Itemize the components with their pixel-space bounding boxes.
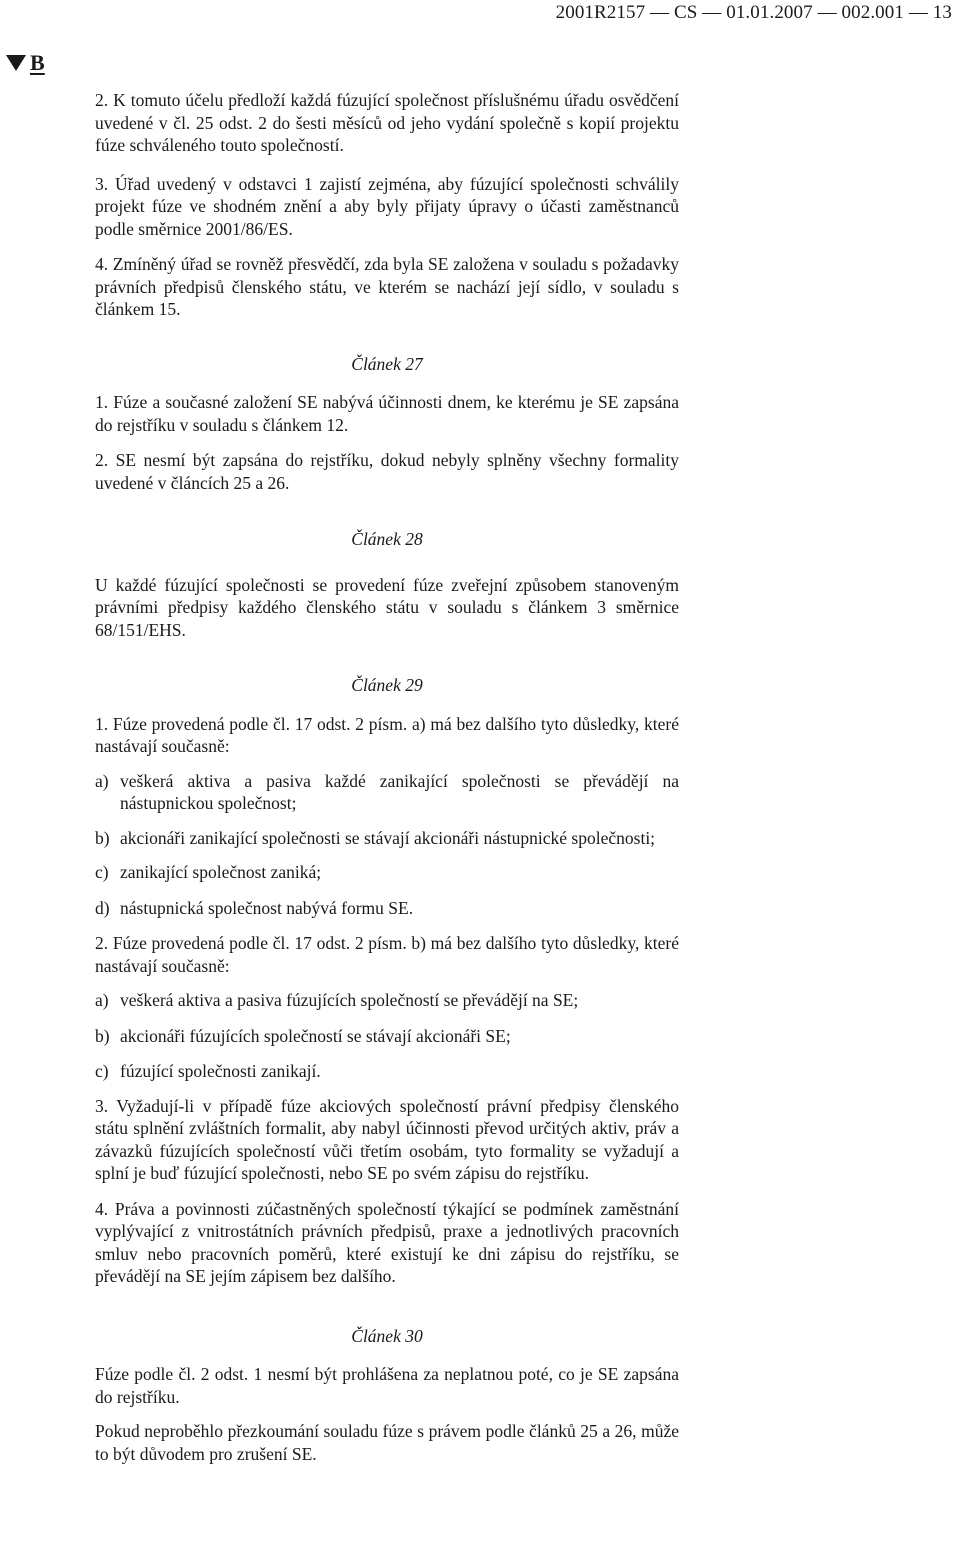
list-item-label: c) <box>95 1061 109 1081</box>
article28-paragraph-1: U každé fúzující společnosti se provedení fúze zveřejní způsobem stanoveným právními předpisy každého členského státu v souladu s článkem 3 směrnice 68/151/EHS. <box>95 574 679 640</box>
article29-paragraph-1: 1. Fúze provedená podle čl. 17 odst. 2 písm. a) má bez dalšího tyto důsledky, které nastávají současně: <box>95 713 679 756</box>
amendment-marker <box>6 50 45 76</box>
list-item-label: a) <box>95 770 109 791</box>
article26-paragraph-3: 3. Úřad uvedený v odstavci 1 zajistí zejména, aby fúzující společnosti schválily projekt fúze ve shodném znění a aby byly přijaty úpravy o účasti zaměstnanců podle směrnice 2001/86/ES. <box>95 173 679 239</box>
article27-paragraph-2: 2. SE nesmí být zapsána do rejstříku, dokud nebyly splněny všechny formality uvedené v článcích 25 a 26. <box>95 450 679 493</box>
article30-heading: Článek 30 <box>351 1325 423 1346</box>
page-header: 2001R2157 — CS — 01.01.2007 — 002.001 — 13 <box>555 2 952 23</box>
article27-paragraph-1: 1. Fúze a současné založení SE nabývá účinnosti dnem, ke kterému je SE zapsána do rejstříku v souladu s článkem 12. <box>95 392 679 435</box>
article30-paragraph-1: Fúze podle čl. 2 odst. 1 nesmí být prohlášena za neplatnou poté, co je SE zapsána do rejstříku. <box>95 1364 679 1407</box>
list-item-label: b) <box>95 1025 110 1046</box>
list-item <box>95 770 679 815</box>
article26-paragraph-4: 4. Zmíněný úřad se rovněž přesvědčí, zda byla SE založena v souladu s požadavky právních předpisů členského státu, ve kterém se nachází její sídlo, v souladu s článkem 15. <box>95 254 679 319</box>
list-item-label: d) <box>95 897 110 918</box>
article29-paragraph-3: 3. Vyžadují-li v případě fúze akciových společností právní předpisy členského státu splnění zvláštních formalit, aby nabyl účinnosti převod určitých aktiv, práv a závazků fúzujících společností vůči třetím osobám, tyto formality se vyžadují a splní je buď fúzující společnosti, nebo SE po svém zápisu do rejstříku. <box>95 1095 679 1183</box>
article29-paragraph-4: 4. Práva a povinnosti zúčastněných společností týkající se podmínek zaměstnání vyplývající z vnitrostátních právních předpisů, praxe a jednotlivých pracovních smluv nebo pracovních poměrů, které existují ke dni zápisu do rejstříku, se převádějí na SE jejím zápisem bez dalšího. <box>95 1198 679 1286</box>
article26-paragraph-2: 2. K tomuto účelu předloží každá fúzující společnost příslušnému úřadu osvědčení uvedené v čl. 25 odst. 2 do šesti měsíců od jeho vydání společně s kopií projektu fúze schváleného touto společností. <box>95 90 679 155</box>
list-item-text: veškerá aktiva a pasiva každé zanikající společnosti se převádějí na nástupnickou společnost; <box>120 770 679 813</box>
article29-paragraph-2: 2. Fúze provedená podle čl. 17 odst. 2 písm. b) má bez dalšího tyto důsledky, které nastávají současně: <box>95 933 679 976</box>
article29-heading: Článek 29 <box>351 675 423 695</box>
document-body <box>95 89 679 1465</box>
triangle-down-icon <box>6 55 26 71</box>
list-item-text: akcionáři fúzujících společností se stávají akcionáři SE; <box>120 1025 511 1046</box>
list-item <box>95 897 679 920</box>
article27-heading: Článek 27 <box>351 353 423 374</box>
list-item-text: akcionáři zanikající společnosti se stávají akcionáři nástupnické společnosti; <box>120 827 656 848</box>
article30-paragraph-2: Pokud neproběhlo přezkoumání souladu fúze s právem podle článků 25 a 26, může to být důvodem pro zrušení SE. <box>95 1421 679 1464</box>
list-item <box>95 861 679 884</box>
list-item-text: fúzující společnosti zanikají. <box>120 1061 321 1081</box>
list-item-label: c) <box>95 862 109 882</box>
list-item <box>95 1060 679 1083</box>
list-item-text: zanikající společnost zaniká; <box>120 862 322 882</box>
list-item-label: a) <box>95 990 109 1010</box>
list-item-label: b) <box>95 827 110 848</box>
list-item <box>95 1025 679 1048</box>
list-item <box>95 989 679 1012</box>
list-item-text: veškerá aktiva a pasiva fúzujících společností se převádějí na SE; <box>120 990 579 1010</box>
list-item-text: nástupnická společnost nabývá formu SE. <box>120 897 414 918</box>
marker-letter: B <box>30 50 45 75</box>
article28-heading: Článek 28 <box>351 529 423 549</box>
list-item <box>95 827 679 850</box>
